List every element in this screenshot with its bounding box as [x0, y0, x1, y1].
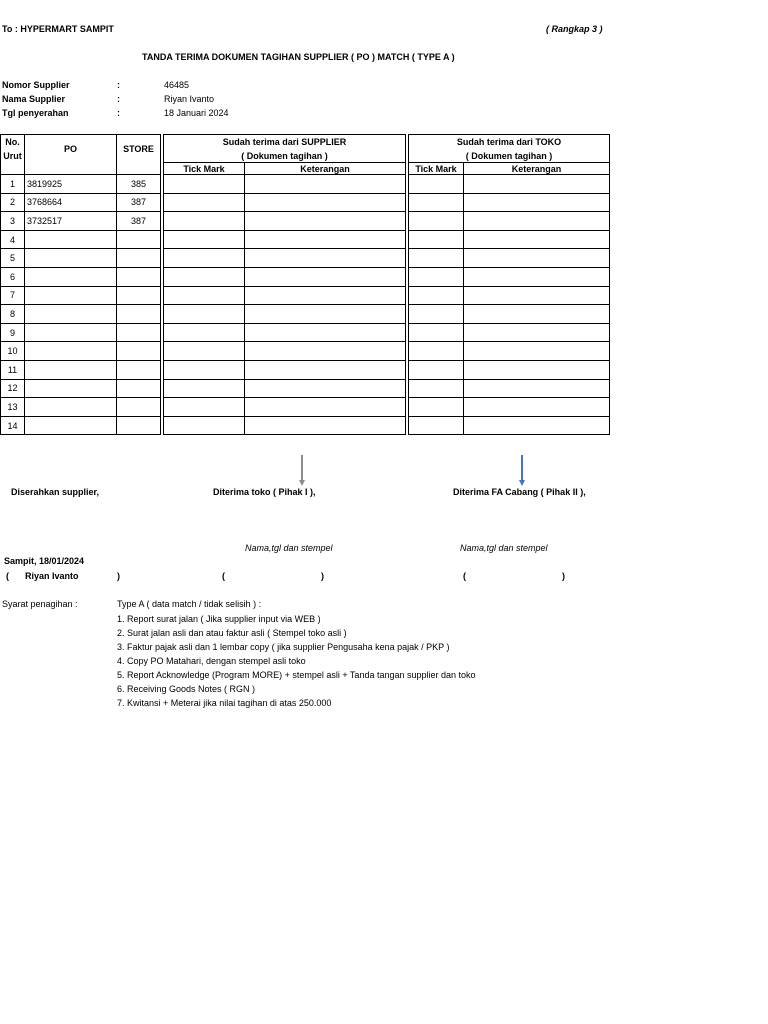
row-tick-toko [409, 249, 464, 268]
row-tick-supplier [164, 323, 245, 342]
row-ket-supplier [245, 175, 406, 194]
table-row [1, 267, 610, 286]
row-po [25, 379, 117, 398]
table-row [1, 230, 610, 249]
terms-heading: Type A ( data match / tidak selisih ) : [117, 599, 262, 609]
info-value-nomor: 46485 [164, 80, 190, 90]
row-no: 5 [1, 249, 25, 268]
supplier-group-sub: ( Dokumen tagihan ) [164, 150, 406, 163]
row-store: 387 [117, 212, 161, 231]
row-ket-supplier [245, 379, 406, 398]
row-store [117, 230, 161, 249]
row-po [25, 360, 117, 379]
table-row [1, 249, 610, 268]
info-value-nama: Riyan Ivanto [164, 94, 215, 104]
row-tick-toko [409, 305, 464, 324]
row-tick-supplier [164, 416, 245, 435]
row-store [117, 342, 161, 361]
row-tick-supplier [164, 175, 245, 194]
row-tick-toko [409, 230, 464, 249]
info-value-tgl: 18 Januari 2024 [164, 108, 229, 118]
row-tick-toko [409, 323, 464, 342]
row-po [25, 230, 117, 249]
row-tick-supplier [164, 230, 245, 249]
sign-supplier-label: Diserahkan supplier, [11, 487, 100, 497]
row-tick-supplier [164, 360, 245, 379]
row-no: 12 [1, 379, 25, 398]
table-row [1, 175, 610, 194]
row-po [25, 267, 117, 286]
sign-fa-note: Nama,tgl dan stempel [460, 543, 548, 553]
row-no: 13 [1, 398, 25, 417]
row-po [25, 323, 117, 342]
row-ket-toko [464, 175, 610, 194]
row-no: 6 [1, 267, 25, 286]
row-tick-toko [409, 212, 464, 231]
row-po [25, 398, 117, 417]
table-body [1, 175, 610, 435]
row-store [117, 305, 161, 324]
sign-toko-label: Diterima toko ( Pihak I ), [213, 487, 316, 497]
row-tick-supplier [164, 398, 245, 417]
row-ket-supplier [245, 267, 406, 286]
info-sep: : [117, 108, 120, 118]
terms-item: 5. Report Acknowledge (Program MORE) + stempel asli + Tanda tangan supplier dan toko [117, 670, 476, 680]
sign-fa-label: Diterima FA Cabang ( Pihak II ), [453, 487, 586, 497]
row-no: 3 [1, 212, 25, 231]
table-row [1, 305, 610, 324]
row-ket-supplier [245, 360, 406, 379]
terms-item: 7. Kwitansi + Meterai jika nilai tagihan di atas 250.000 [117, 698, 332, 708]
row-tick-toko [409, 267, 464, 286]
table-row [1, 342, 610, 361]
place-date: Sampit, 18/01/2024 [4, 556, 85, 566]
terms-item: 1. Report surat jalan ( Jika supplier input via WEB ) [117, 614, 321, 624]
row-store: 385 [117, 175, 161, 194]
copy-label: ( Rangkap 3 ) [546, 24, 603, 34]
row-tick-supplier [164, 286, 245, 305]
row-tick-supplier [164, 342, 245, 361]
row-tick-toko [409, 193, 464, 212]
row-ket-supplier [245, 230, 406, 249]
info-sep: : [117, 80, 120, 90]
row-ket-toko [464, 286, 610, 305]
col-no-bottom: Urut [1, 150, 25, 163]
table-row [1, 398, 610, 417]
row-store: 387 [117, 193, 161, 212]
row-tick-supplier [164, 305, 245, 324]
terms-item: 4. Copy PO Matahari, dengan stempel asli toko [117, 656, 306, 666]
row-tick-supplier [164, 379, 245, 398]
row-ket-toko [464, 249, 610, 268]
paren-close: ) [321, 571, 324, 581]
paren-open: ( [463, 571, 466, 581]
table-row [1, 286, 610, 305]
row-tick-supplier [164, 212, 245, 231]
row-no: 1 [1, 175, 25, 194]
document-table [0, 134, 610, 435]
col-store: STORE [117, 135, 161, 163]
arrow-down-gray-icon [298, 455, 300, 487]
row-po [25, 305, 117, 324]
terms-list [117, 612, 476, 710]
row-ket-toko [464, 360, 610, 379]
row-store [117, 379, 161, 398]
table-row [1, 416, 610, 435]
row-po: 3732517 [25, 212, 117, 231]
table-row [1, 379, 610, 398]
row-ket-supplier [245, 416, 406, 435]
row-tick-toko [409, 175, 464, 194]
row-ket-supplier [245, 193, 406, 212]
row-tick-toko [409, 398, 464, 417]
row-no: 7 [1, 286, 25, 305]
col-tick-toko: Tick Mark [409, 163, 464, 175]
row-ket-toko [464, 267, 610, 286]
info-label-tgl: Tgl penyerahan [2, 108, 69, 118]
table-row [1, 360, 610, 379]
row-ket-toko [464, 305, 610, 324]
row-ket-toko [464, 230, 610, 249]
info-label-nomor: Nomor Supplier [2, 80, 70, 90]
table-row [1, 323, 610, 342]
row-po [25, 416, 117, 435]
row-ket-supplier [245, 286, 406, 305]
row-ket-supplier [245, 323, 406, 342]
row-no: 14 [1, 416, 25, 435]
terms-item: 2. Surat jalan asli dan atau faktur asli ( Stempel toko asli ) [117, 628, 347, 638]
document-title: TANDA TERIMA DOKUMEN TAGIHAN SUPPLIER ( PO ) MATCH ( TYPE A ) [142, 52, 455, 62]
row-tick-supplier [164, 249, 245, 268]
row-po: 3819925 [25, 175, 117, 194]
row-po: 3768664 [25, 193, 117, 212]
row-tick-supplier [164, 267, 245, 286]
row-no: 9 [1, 323, 25, 342]
paren-open: ( [222, 571, 225, 581]
row-ket-toko [464, 212, 610, 231]
row-no: 11 [1, 360, 25, 379]
sign-toko-note: Nama,tgl dan stempel [245, 543, 333, 553]
col-ket-supplier: Keterangan [245, 163, 406, 175]
row-ket-supplier [245, 305, 406, 324]
row-tick-toko [409, 416, 464, 435]
row-ket-toko [464, 193, 610, 212]
row-tick-toko [409, 286, 464, 305]
row-ket-toko [464, 379, 610, 398]
col-po: PO [25, 135, 117, 163]
row-store [117, 360, 161, 379]
row-no: 8 [1, 305, 25, 324]
recipient: To : HYPERMART SAMPIT [2, 24, 114, 34]
row-no: 4 [1, 230, 25, 249]
row-store [117, 323, 161, 342]
row-store [117, 398, 161, 417]
paren-close: ) [562, 571, 565, 581]
row-ket-supplier [245, 212, 406, 231]
row-ket-supplier [245, 342, 406, 361]
row-ket-supplier [245, 398, 406, 417]
col-tick-supplier: Tick Mark [164, 163, 245, 175]
row-store [117, 267, 161, 286]
row-store [117, 286, 161, 305]
col-ket-toko: Keterangan [464, 163, 610, 175]
arrow-down-blue-icon [518, 455, 520, 487]
terms-item: 6. Receiving Goods Notes ( RGN ) [117, 684, 256, 694]
row-tick-supplier [164, 193, 245, 212]
row-store [117, 249, 161, 268]
row-po [25, 342, 117, 361]
paren-open: ( [6, 571, 9, 581]
row-ket-supplier [245, 249, 406, 268]
row-ket-toko [464, 323, 610, 342]
terms-item: 3. Faktur pajak asli dan 1 lembar copy ( jika supplier Pengusaha kena pajak / PKP ) [117, 642, 450, 652]
terms-label: Syarat penagihan : [2, 599, 78, 609]
row-tick-toko [409, 342, 464, 361]
toko-group-title: Sudah terima dari TOKO [409, 135, 610, 150]
row-no: 10 [1, 342, 25, 361]
row-tick-toko [409, 360, 464, 379]
row-ket-toko [464, 342, 610, 361]
info-label-nama: Nama Supplier [2, 94, 66, 104]
paren-close: ) [117, 571, 120, 581]
col-no-top: No. [1, 135, 25, 150]
row-tick-toko [409, 379, 464, 398]
info-sep: : [117, 94, 120, 104]
supplier-sign-name: Riyan Ivanto [25, 571, 79, 581]
toko-group-sub: ( Dokumen tagihan ) [409, 150, 610, 163]
row-ket-toko [464, 416, 610, 435]
row-no: 2 [1, 193, 25, 212]
row-po [25, 249, 117, 268]
row-store [117, 416, 161, 435]
supplier-group-title: Sudah terima dari SUPPLIER [164, 135, 406, 150]
row-ket-toko [464, 398, 610, 417]
row-po [25, 286, 117, 305]
table-row [1, 212, 610, 231]
table-row [1, 193, 610, 212]
